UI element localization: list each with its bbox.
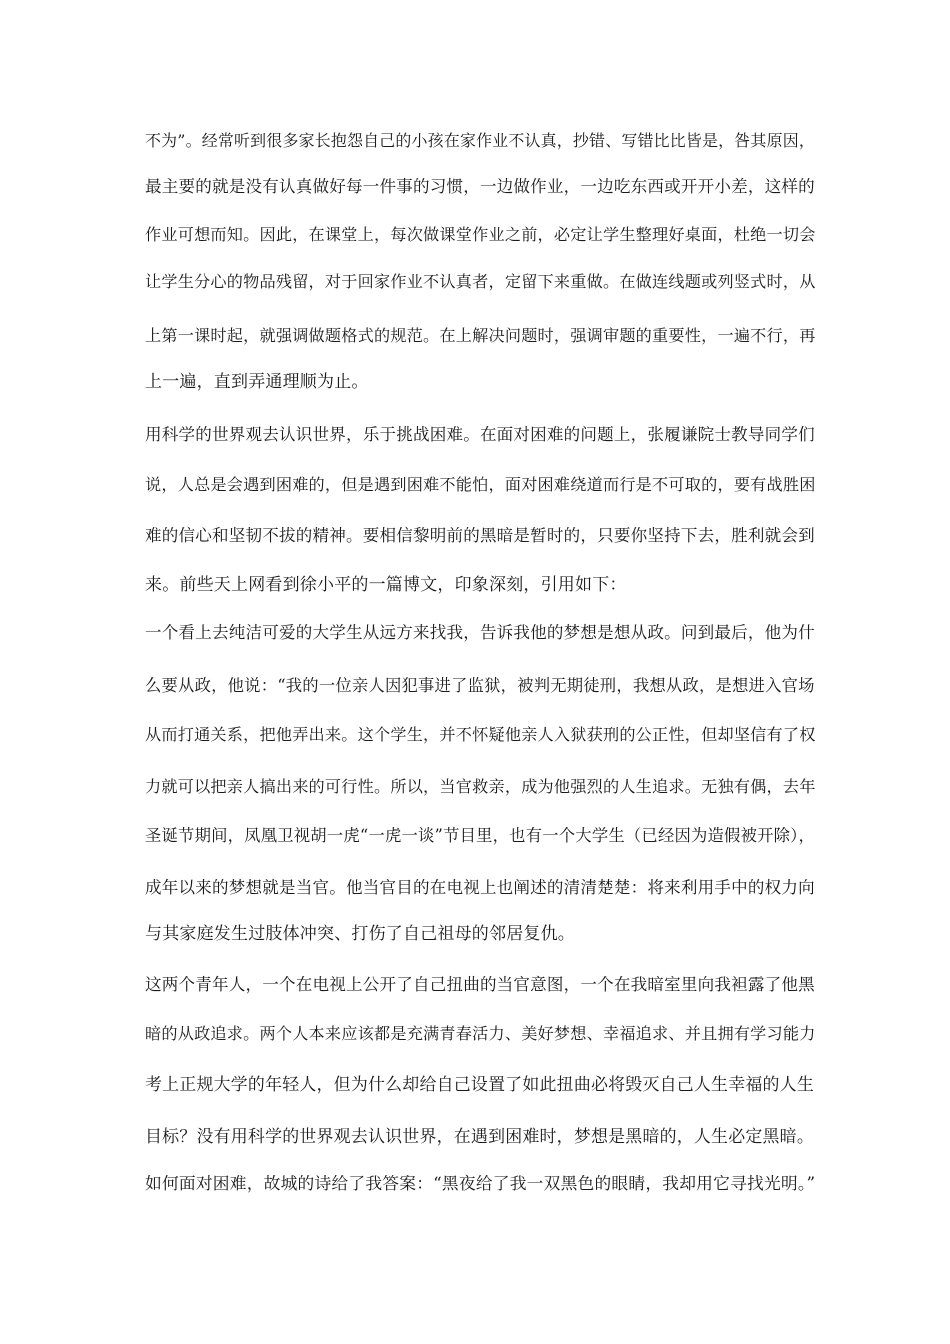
text-line: 成年以来的梦想就是当官。他当官目的在电视上也阐述的清清楚楚：将来利用手中的权力向 xyxy=(145,878,815,897)
text-line: 难的信心和坚韧不拔的精神。要相信黎明前的黑暗是暂时的，只要你坚持下去，胜利就会到 xyxy=(145,526,815,545)
text-line: 上一遍，直到弄通理顺为止。 xyxy=(145,372,369,392)
text-line: 力就可以把亲人搞出来的可行性。所以，当官救亲，成为他强烈的人生追求。无独有偶，去年 xyxy=(145,777,816,796)
text-line: 考上正规大学的年轻人，但为什么却给自己设置了如此扭曲必将毁灭自己人生幸福的人生 xyxy=(145,1074,814,1094)
text-line: 让学生分心的物品残留，对于回家作业不认真者，定留下来重做。在做连线题或列竖式时，从 xyxy=(145,272,816,291)
text-line: 来。前些天上网看到徐小平的一篇博文，印象深刻，引用如下： xyxy=(145,575,627,595)
text-line: 暗的从政追求。两个人本来应该都是充满青春活力、美好梦想、幸福追求、并且拥有学习能力 xyxy=(145,1024,816,1043)
text-line: 最主要的就是没有认真做好每一件事的习惯，一边做作业，一边吃东西或开开小差，这样的 xyxy=(145,177,815,196)
text-line: 与其家庭发生过肢体冲突、打伤了自己祖母的邻居复仇。 xyxy=(145,924,575,944)
text-line: 么要从政，他说：“我的一位亲人因犯事进了监狱，被判无期徒刑，我想从政，是想进入官场 xyxy=(145,676,815,695)
text-line: 上第一课时起，就强调做题格式的规范。在上解决问题时，强调审题的重要性，一遍不行，再 xyxy=(145,326,816,345)
text-line: 说，人总是会遇到困难的，但是遇到困难不能怕，面对困难绕道而行是不可取的，要有战胜困 xyxy=(145,475,816,494)
text-line: 目标？没有用科学的世界观去认识世界，在遇到困难时，梦想是黑暗的，人生必定黑暗。 xyxy=(145,1126,814,1146)
text-line: 这两个青年人，一个在电视上公开了自己扭曲的当官意图，一个在我暗室里向我袒露了他黑 xyxy=(145,975,815,994)
text-line: 从而打通关系，把他弄出来。这个学生，并不怀疑他亲人入狱获刑的公正性，但却坚信有了权 xyxy=(145,725,816,744)
text-line: 如何面对困难，故城的诗给了我答案：“黑夜给了我一双黑色的眼睛，我却用它寻找光明。” xyxy=(145,1173,816,1193)
text-line: 用科学的世界观去认识世界，乐于挑战困难。在面对困难的问题上，张履谦院士教导同学们 xyxy=(145,425,815,444)
text-line: 圣诞节期间，凤凰卫视胡一虎“一虎一谈”节目里，也有一个大学生（已经因为造假被开除）， xyxy=(145,826,816,845)
text-line: 不为”。经常听到很多家长抱怨自己的小孩在家作业不认真，抄错、写错比比皆是，咎其原因， xyxy=(145,131,815,150)
text-line: 一个看上去纯洁可爱的大学生从远方来找我，告诉我他的梦想是想从政。问到最后，他为什 xyxy=(145,623,815,642)
text-line: 作业可想而知。因此，在课堂上，每次做课堂作业之前，必定让学生整理好桌面，杜绝一切会 xyxy=(145,225,816,244)
